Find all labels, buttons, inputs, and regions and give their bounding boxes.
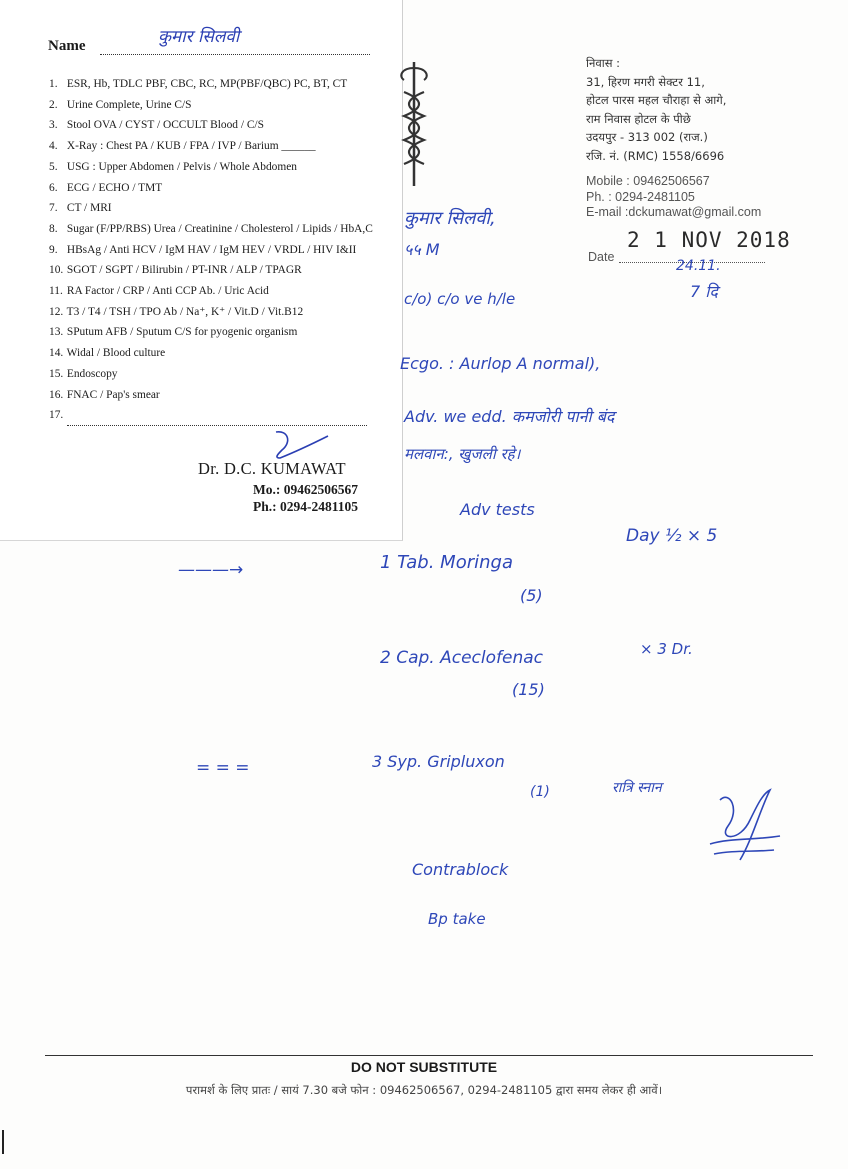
- test-item[interactable]: 6. ECG / ECHO / TMT: [49, 181, 163, 194]
- rx-med-2: 2 Cap. Aceclofenac: [380, 648, 543, 668]
- rx-med-2-dose: × 3 Dr.: [640, 640, 693, 658]
- test-item-blank[interactable]: 17.: [49, 405, 373, 426]
- rx-med-1: 1 Tab. Moringa: [380, 552, 513, 573]
- handwritten-days: 7 दि: [690, 282, 718, 301]
- rx-ditto: = = =: [196, 758, 250, 778]
- rx-patient-name: कुमार सिलवी,: [404, 208, 496, 229]
- test-item[interactable]: 9. HBsAg / Anti HCV / IgM HAV / IgM HEV / VRDL / HIV I&II: [49, 243, 357, 256]
- footer-title: DO NOT SUBSTITUTE: [350, 1059, 498, 1075]
- rx-age: ५५ M: [404, 240, 440, 259]
- edge-mark: [2, 1130, 4, 1154]
- lab-test-slip: [0, 0, 403, 541]
- rx-med-3-qty: (1): [530, 784, 550, 800]
- rx-med-1-dose: Day ½ × 5: [626, 526, 718, 546]
- clinic-address: [586, 54, 726, 165]
- rx-complaint: c/o) c/o ve h/le: [404, 290, 516, 308]
- clinic-contact: [586, 174, 761, 221]
- doctor-mobile: Mo.: 09462506567: [253, 482, 358, 497]
- test-item[interactable]: 7. CT / MRI: [49, 202, 112, 215]
- test-item[interactable]: 11. RA Factor / CRP / Anti CCP Ab. / Uric Acid: [49, 285, 269, 298]
- test-list: [49, 74, 373, 426]
- rx-med-2-qty: (15): [512, 680, 545, 699]
- test-item[interactable]: 3. Stool OVA / CYST / OCCULT Blood / C/S: [49, 119, 264, 132]
- test-item[interactable]: 1. ESR, Hb, TDLC PBF, CBC, RC, MP(PBF/QBC) PC, BT, CT: [49, 78, 348, 90]
- rx-med-4: Contrablock: [412, 860, 509, 879]
- name-label: Name: [48, 38, 86, 54]
- test-item[interactable]: 4. X-Ray : Chest PA / KUB / FPA / IVP / Barium ______: [49, 140, 316, 153]
- test-item[interactable]: 2. Urine Complete, Urine C/S: [49, 98, 192, 111]
- test-item[interactable]: 13. SPutum AFB / Sputum C/S for pyogenic organism: [49, 326, 298, 339]
- patient-name-handwritten: कुमार सिलवी: [158, 27, 240, 47]
- rx-advice-2: मलवान:, खुजली रहे।: [404, 445, 521, 463]
- rx-med-3-note: रात्रि स्नान: [612, 780, 662, 796]
- footer-note: परामर्श के लिए प्रातः / सायं 7.30 बजे फोन : 09462506567, 0294-2481105 द्वारा समय लेकर ही आवें।: [185, 1083, 663, 1097]
- rx-med-3: 3 Syp. Gripluxon: [372, 752, 505, 771]
- contact-phone: Ph. : 0294-2481105: [586, 189, 695, 204]
- date-label: Date: [588, 250, 615, 264]
- contact-mobile: Mobile : 09462506567: [586, 174, 710, 188]
- test-item[interactable]: 8. Sugar (F/PP/RBS) Urea / Creatinine / Cholesterol / Lipids / HbA,C: [49, 222, 373, 235]
- date-stamp: 2 1 NOV 2018: [627, 228, 791, 252]
- rx-arrow: ———→: [178, 560, 244, 580]
- doctor-signature: [700, 780, 790, 876]
- name-underline: [100, 54, 370, 55]
- test-item[interactable]: 12. T3 / T4 / TSH / TPO Ab / Na⁺, K⁺ / Vit.D / Vit.B12: [49, 305, 304, 318]
- address-label: निवास :: [586, 56, 621, 70]
- doctor-phone: Ph.: 0294-2481105: [253, 499, 359, 514]
- test-item[interactable]: 10. SGOT / SGPT / Bilirubin / PT-INR / ALP / TPAGR: [49, 264, 302, 277]
- test-item[interactable]: 5. USG : Upper Abdomen / Pelvis / Whole Abdomen: [49, 160, 297, 173]
- address-line: 31, हिरण मगरी सेक्टर 11,: [586, 74, 705, 89]
- caduceus-icon: [396, 62, 432, 186]
- address-line: राम निवास होटल के पीछे: [586, 111, 691, 126]
- rx-findings: Ecgo. : Aurlop A normal),: [400, 354, 601, 373]
- address-line: रजि. नं. (RMC) 1558/6696: [586, 148, 725, 163]
- test-item[interactable]: 16. FNAC / Pap's smear: [49, 388, 160, 401]
- test-item[interactable]: 14. Widal / Blood culture: [49, 347, 166, 360]
- rx-tests: Adv tests: [460, 500, 535, 519]
- handwritten-date: 24.11.: [676, 258, 721, 274]
- footer-rule: [45, 1055, 813, 1056]
- doctor-name: Dr. D.C. KUMAWAT: [198, 459, 346, 478]
- address-line: उदयपुर - 313 002 (राज.): [586, 130, 708, 144]
- rx-med-1-qty: (5): [520, 586, 543, 605]
- rx-advice: Adv. we edd. कमजोरी पानी बंद: [404, 407, 615, 426]
- test-item[interactable]: 15. Endoscopy: [49, 367, 118, 380]
- address-line: होटल पारस महल चौराहा से आगे,: [586, 93, 727, 107]
- contact-email: E-mail :dckumawat@gmail.com: [586, 205, 762, 219]
- rx-med-5: Bp take: [428, 910, 486, 928]
